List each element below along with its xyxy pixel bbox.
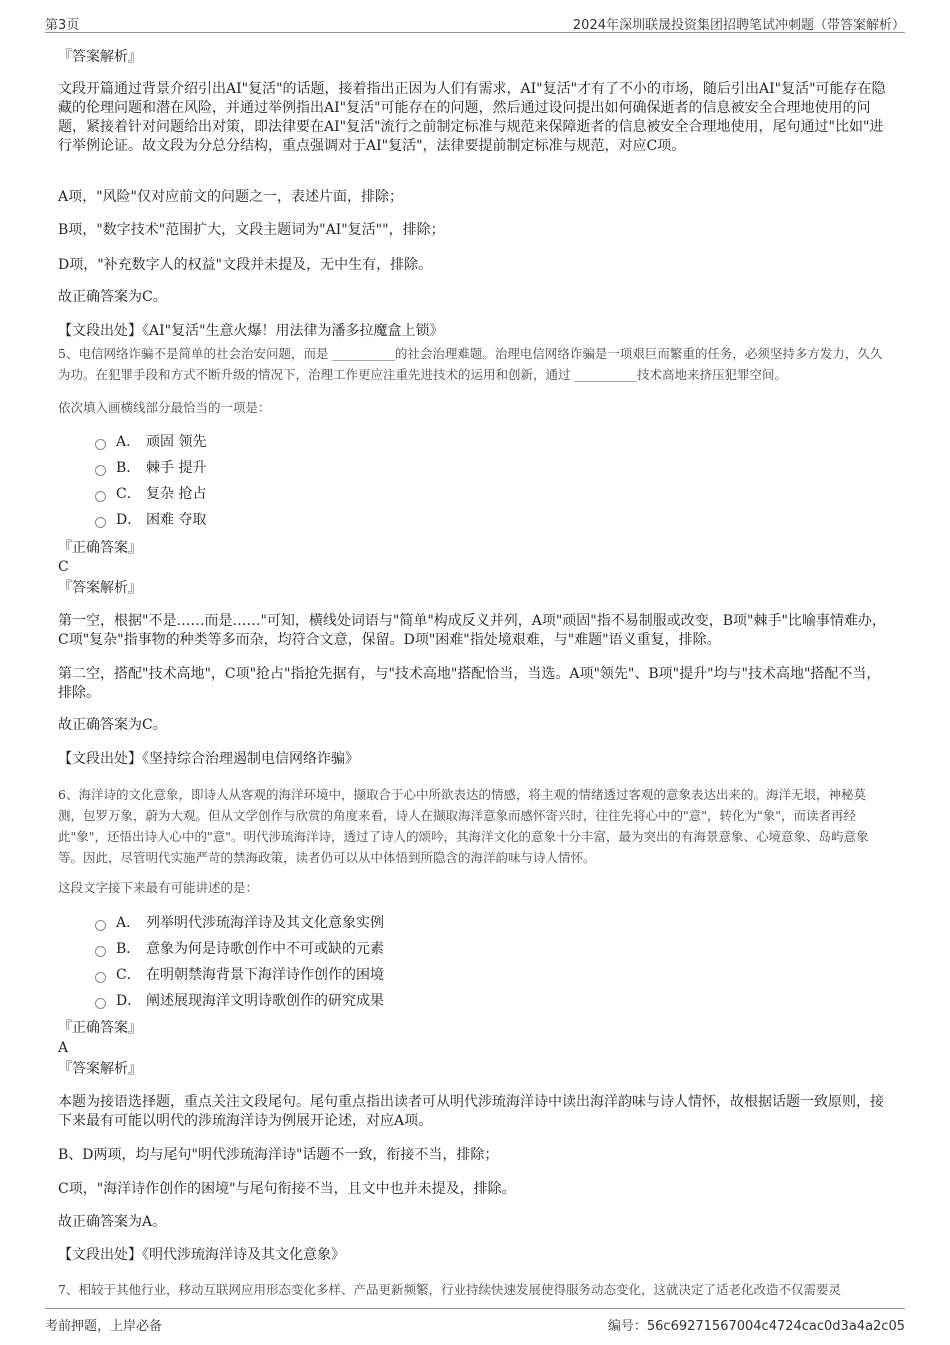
q5-analysis-1: 第一空，根据"不是……而是……"可知，横线处词语与"简单"构成反义并列，A项"顽固"指不易制服或改变，B项"棘手"比喻事情难办，C项"复杂"指事物的种类等多而杂，均符合文意，保留。D项"困难"指处境艰难，与"难题"语义重复，排除。 xyxy=(58,613,886,648)
radio-button[interactable] xyxy=(95,998,106,1009)
q6-analysis-2: B、D两项，均与尾句"明代涉琉海洋诗"话题不一致，衔接不当，排除； xyxy=(58,1147,499,1163)
q6-option-c[interactable]: C． 在明朝禁海背景下海洋诗作创作的困境 xyxy=(95,966,384,985)
q7-stem: 7、相较于其他行业，移动互联网应用形态变化多样、产品更新频繁，行业持续快速发展使得服务动态变化，这就决定了适老化改造不仅需要灵 xyxy=(58,1282,841,1297)
q5-analysis-2: 第二空，搭配"技术高地"，C项"抢占"指抢先据有，与"技术高地"搭配恰当，当选。A项"领先"、B项"提升"均与"技术高地"搭配不当，排除。 xyxy=(58,666,881,701)
q5-analysis-label: 『答案解析』 xyxy=(58,580,142,596)
radio-button[interactable] xyxy=(95,439,106,450)
q6-analysis-1: 本题为接语选择题，重点关注文段尾句。尾句重点指出读者可从明代涉琉海洋诗中读出海洋韵味与诗人情怀，故根据话题一致原则，接下来最有可能以明代的涉琉海洋诗为例展开论述，对应A项。 xyxy=(58,1094,884,1129)
q6-analysis-3: C项，"海洋诗作创作的困境"与尾句衔接不当，且文中也并未提及，排除。 xyxy=(58,1181,516,1197)
q6-option-a[interactable]: A． 列举明代涉琉海洋诗及其文化意象实例 xyxy=(95,914,384,933)
q6-option-d[interactable]: D． 阐述展现海洋文明诗歌创作的研究成果 xyxy=(95,992,384,1011)
q4-analysis-a: A项，"风险"仅对应前文的问题之一，表述片面，排除； xyxy=(58,189,403,205)
document-title: 2024年深圳联晟投资集团招聘笔试冲刺题（带答案解析） xyxy=(572,18,905,33)
radio-button[interactable] xyxy=(95,491,106,502)
q6-source: 【文段出处】《明代涉琉海洋诗及其文化意象》 xyxy=(58,1247,345,1263)
q5-option-d[interactable]: D． 困难 夺取 xyxy=(95,511,206,530)
q5-option-a[interactable]: A． 顽固 领先 xyxy=(95,433,206,452)
q5-stem: 5、电信网络诈骗不是简单的社会治安问题，而是 __________的社会治理难题。治理电信网络诈骗是一项艰巨而繁重的任务，必须坚持多方发力，久久为功。在犯罪手段和方式不断升级的情况下，治理工作更应注重先进技术的运用和创新，通过 __________技术高地来挤压犯罪空间。 xyxy=(58,346,883,382)
q5-correct-answer: C xyxy=(58,559,69,575)
q4-conclusion: 故正确答案为C。 xyxy=(58,289,167,305)
q5-conclusion: 故正确答案为C。 xyxy=(58,717,167,733)
q6-correct-answer: A xyxy=(58,1040,69,1056)
page-number: 第3页 xyxy=(45,18,80,33)
q4-source: 【文段出处】《AI"复活"生意火爆！用法律为潘多拉魔盒上锁》 xyxy=(58,323,444,339)
radio-button[interactable] xyxy=(95,517,106,528)
q5-correct-label: 『正确答案』 xyxy=(58,540,142,556)
q5-prompt: 依次填入画横线部分最恰当的一项是： xyxy=(58,400,271,415)
q6-correct-label: 『正确答案』 xyxy=(58,1020,142,1036)
q5-option-c[interactable]: C． 复杂 抢占 xyxy=(95,485,206,504)
q4-analysis-b: B项，"数字技术"范围扩大，文段主题词为"AI"复活""，排除； xyxy=(58,222,445,238)
q6-option-b[interactable]: B． 意象为何是诗歌创作中不可或缺的元素 xyxy=(95,940,384,959)
q4-analysis-d: D项，"补充数字人的权益"文段并未提及，无中生有，排除。 xyxy=(58,257,433,273)
q6-prompt: 这段文字接下来最有可能讲述的是： xyxy=(58,880,259,895)
q6-stem: 6、海洋诗的文化意象，即诗人从客观的海洋环境中，撷取合于心中所欲表达的情感，将主观的情绪透过客观的意象表达出来的。海洋无垠，神秘莫测，包罗万象，蔚为大观。但从文学创作与欣赏的角度来看，诗人在撷取海洋意象而感怀寄兴时，往往先将心中的"意"，转化为"象"，而读者再经此"象"，还悟出诗人心中的"意"。明代涉琉海洋诗，透过了诗人的颂吟，其海洋文化的意象十分丰富，最为突出的有海景意象、心境意象、岛屿意象等。因此，尽管明代实施严苛的禁海政策，读者仍可以从中体悟到所隐含的海洋韵味与诗人情怀。 xyxy=(58,787,869,865)
footer-code: 编号：56c69271567004c4724cac0d3a4a2c05 xyxy=(607,1319,905,1334)
radio-button[interactable] xyxy=(95,972,106,983)
q5-option-b[interactable]: B． 棘手 提升 xyxy=(95,459,206,478)
page-footer xyxy=(45,1308,905,1334)
radio-button[interactable] xyxy=(95,920,106,931)
q5-source: 【文段出处】《坚持综合治理遏制电信网络诈骗》 xyxy=(58,751,359,767)
footer-slogan: 考前押题，上岸必备 xyxy=(45,1319,163,1334)
radio-button[interactable] xyxy=(95,946,106,957)
q4-analysis-label: 『答案解析』 xyxy=(58,49,142,65)
radio-button[interactable] xyxy=(95,465,106,476)
q4-analysis-text: 文段开篇通过背景介绍引出AI"复活"的话题，接着指出正因为人们有需求，AI"复活"才有了不小的市场，随后引出AI"复活"可能存在隐藏的伦理问题和潜在风险，并通过举例指出AI"复活"可能存在的问题，然后通过设问提出如何确保逝者的信息被安全合理地使用的问题，紧接着针对问题给出对策，即法律要在AI"复活"流行之前制定标准与规范来保障逝者的信息被安全合理地使用，尾句通过"比如"进行举例论证。故文段为分总分结构，重点强调对于AI"复活"，法律要提前制定标准与规范，对应C项。 xyxy=(58,81,886,154)
q6-conclusion: 故正确答案为A。 xyxy=(58,1214,167,1230)
q6-analysis-label: 『答案解析』 xyxy=(58,1061,142,1077)
page-header xyxy=(45,12,905,33)
